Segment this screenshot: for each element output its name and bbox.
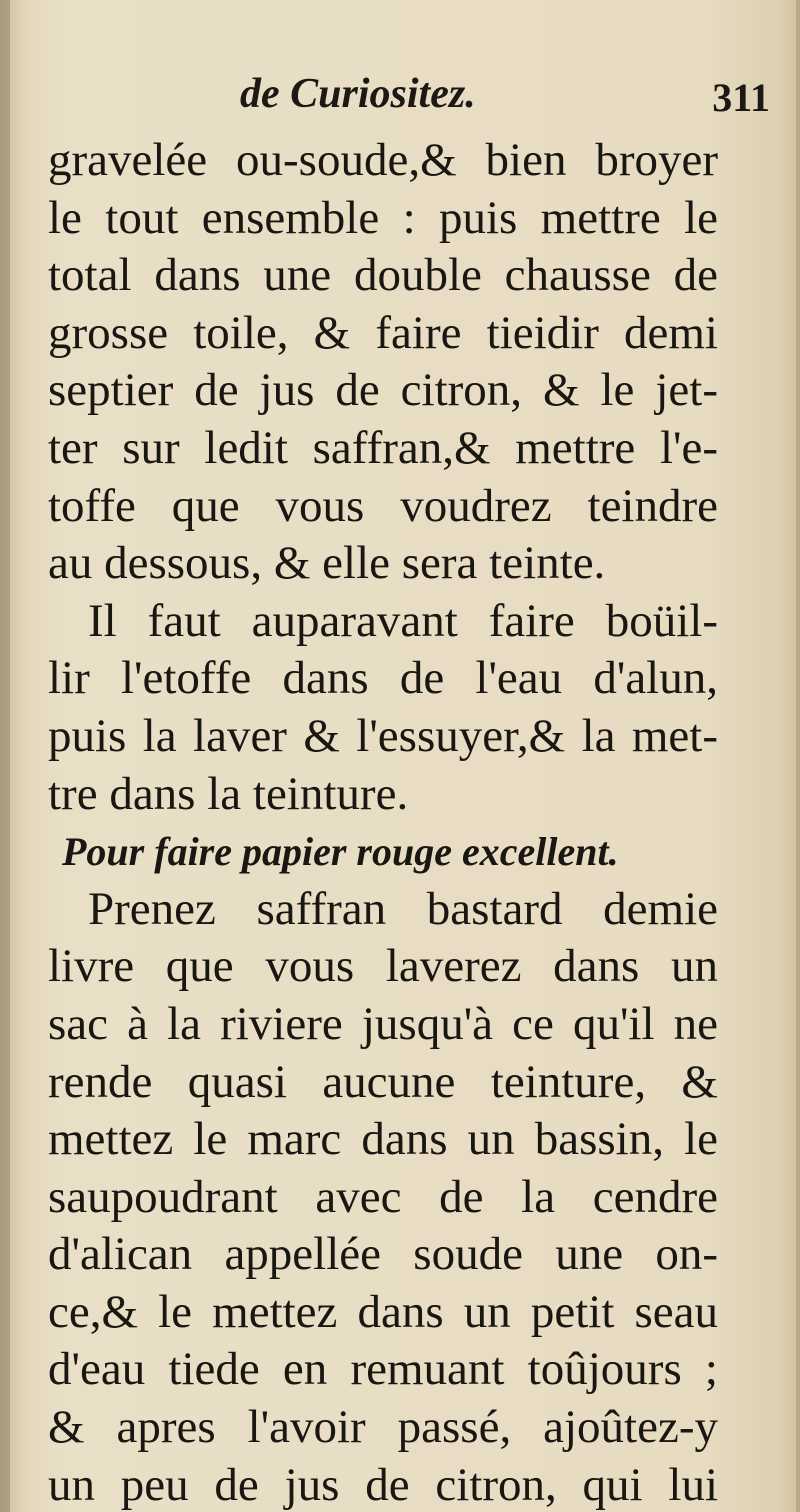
- text-line: ter sur ledit saffran,& mettre l'e-: [48, 421, 718, 474]
- text-line: lir l'etoffe dans de l'eau d'alun,: [48, 652, 718, 705]
- text-line: livre que vous laverez dans un: [48, 940, 718, 993]
- running-title: de Curiositez.: [240, 71, 476, 117]
- text-line: d'eau tiede en remuant toûjours ;: [48, 1343, 718, 1396]
- text-line: rende quasi aucune teinture, &: [48, 1055, 718, 1108]
- text-line: puis la laver & l'essuyer,& la met-: [48, 709, 718, 762]
- text-line: saupoudrant avec de la cendre: [48, 1170, 718, 1223]
- text-line: gravelée ou-soude,& bien broyer: [48, 134, 718, 186]
- text-line: le tout ensemble : puis mettre le: [48, 191, 718, 244]
- text-line: grosse toile, & faire tieidir demi: [48, 306, 718, 359]
- text-line: toffe que vous voudrez teindre: [48, 479, 718, 532]
- text-line: septier de jus de citron, & le jet-: [48, 364, 718, 417]
- page-number: 311: [712, 75, 770, 120]
- text-line: & apres l'avoir passé, ajoûtez-y: [48, 1401, 718, 1454]
- paragraph-3: [48, 881, 718, 1512]
- text-line: ce,& le mettez dans un petit seau: [48, 1285, 718, 1338]
- text-line: d'alican appellée soude une on-: [48, 1228, 718, 1281]
- body-text: [48, 132, 718, 1512]
- text-line: Prenez saffran bastard demie: [88, 882, 718, 935]
- text-line: total dans une double chausse de: [48, 249, 718, 302]
- running-head: [30, 70, 770, 130]
- text-line: mettez le marc dans un bassin, le: [48, 1113, 718, 1166]
- text-line: au dessous, & elle sera teinte.: [48, 537, 606, 590]
- text-line: Il faut auparavant faire boüil-: [88, 594, 718, 647]
- section-heading: Pour faire papier rouge excellent.: [62, 829, 619, 875]
- paragraph-2: [48, 593, 718, 823]
- paragraph-1: [48, 132, 718, 593]
- text-line: tre dans la teinture.: [48, 767, 409, 820]
- text-line: sac à la riviere jusqu'à ce qu'il ne: [48, 997, 718, 1050]
- text-line: un peu de jus de citron, qui lui: [48, 1458, 718, 1511]
